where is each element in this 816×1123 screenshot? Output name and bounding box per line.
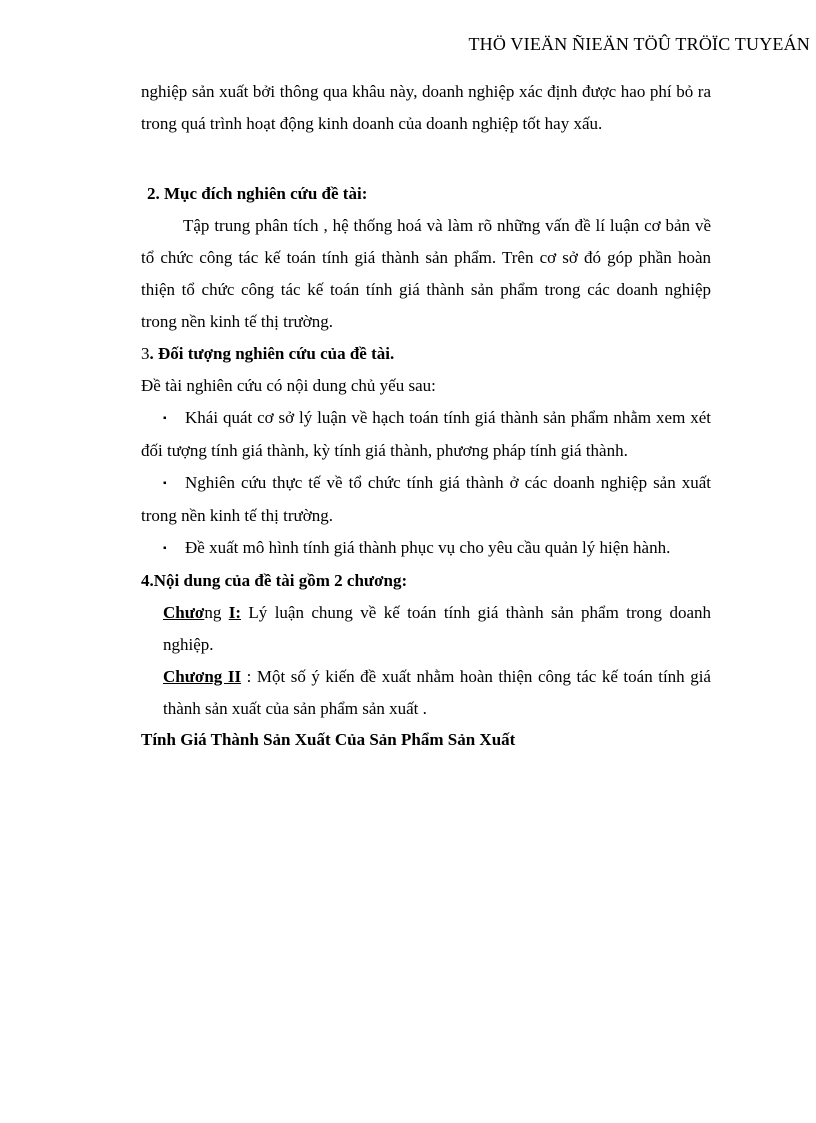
bullet-icon: ▪ [163, 413, 167, 424]
list-item [141, 467, 711, 532]
section-3-heading [141, 338, 711, 370]
chapter-2-text: : Một số ý kiến đề xuất nhằm hoàn thiện công tác kế toán tính giá thành sản xuất của sản phẩm sản xuất . [163, 667, 711, 718]
section-3-title: . Đối tượng nghiên cứu của đề tài. [149, 344, 395, 363]
list-item-text: Đề xuất mô hình tính giá thành phục vụ cho yêu cầu quản lý hiện hành. [185, 538, 671, 557]
section-2-heading: 2. Mục đích nghiên cứu đề tài: [147, 184, 368, 203]
bullet-icon: ▪ [163, 478, 167, 489]
chapter-1-label-a: Chươ [163, 603, 205, 622]
chapter-1-entry [141, 597, 711, 661]
section-3-intro: Đề tài nghiên cứu có nội dung chủ yếu sau: [141, 376, 436, 395]
chapter-2-label: Chương II [163, 667, 242, 686]
page-header: THÖ VIEÄN ÑIEÄN TÖÛ TRÖÏC TUYEÁN [468, 34, 810, 54]
closing-title: Tính Giá Thành Sản Xuất Của Sản Phẩm Sản Xuất [141, 730, 516, 749]
chapter-1-label-c: I: [228, 603, 242, 622]
intro-paragraph: nghiệp sản xuất bởi thông qua khâu này, doanh nghiệp xác định được hao phí bỏ ra trong quá trình hoạt động kinh doanh của doanh nghiệp tốt hay xấu. [141, 82, 711, 133]
section-4-heading: 4.Nội dung của đề tài gồm 2 chương: [141, 571, 408, 590]
document-body [141, 76, 711, 755]
chapter-1-text: Lý luận chung về kế toán tính giá thành sản phẩm trong doanh nghiệp. [163, 603, 711, 654]
bullet-icon: ▪ [163, 543, 167, 554]
chapter-2-entry [141, 661, 711, 725]
list-item [141, 402, 711, 467]
list-item-text: Khái quát cơ sở lý luận về hạch toán tính giá thành sản phẩm nhằm xem xét đối tượng tính giá thành, kỳ tính giá thành, phương pháp tính giá thành. [141, 408, 711, 460]
chapter-1-label-b: ng [204, 603, 229, 622]
section-2-body: Tập trung phân tích , hệ thống hoá và làm rõ những vấn đề lí luận cơ bản về tổ chức công tác kế toán tính giá thành sản phẩm. Trên cơ sở đó góp phần hoàn thiện tổ chức công tác kế toán tính giá thành sản phẩm trong các doanh nghiệp trong nền kinh tế thị trường. [141, 216, 711, 331]
list-item-text: Nghiên cứu thực tế về tổ chức tính giá thành ở các doanh nghiệp sản xuất trong nền kinh tế thị trường. [141, 473, 711, 525]
section-3-number: 3 [141, 344, 150, 363]
list-item [141, 532, 711, 565]
